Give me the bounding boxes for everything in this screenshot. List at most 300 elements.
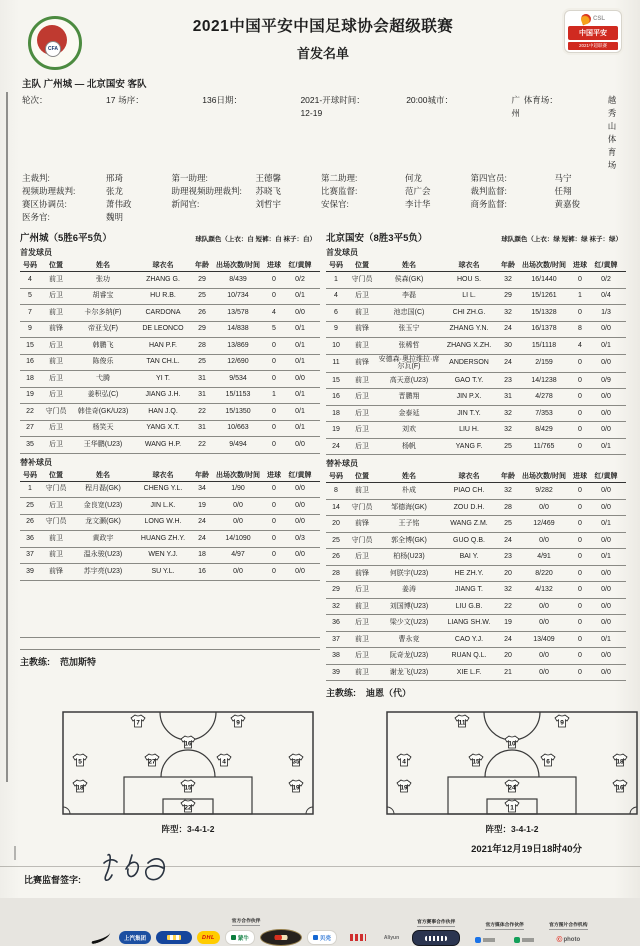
column-header: 位置 [49,471,63,479]
match-info [0,92,640,224]
player-cards: 0/0 [601,409,611,417]
player-age: 32 [504,586,512,594]
player-goals: 0 [578,602,582,610]
table-row [326,533,626,550]
column-header: 年龄 [195,262,209,269]
player-name: 弋腾 [96,374,110,382]
player-name: 池忠国(C) [393,308,425,316]
home-coach-line [20,655,320,668]
away-subs-header [326,471,626,483]
player-age: 25 [198,292,206,300]
player-goals: 0 [272,485,276,493]
info-value: 2021-12-19 [300,95,323,118]
player-cards: 0/1 [295,325,305,333]
table-row [326,422,626,439]
player-goals: 0 [578,487,582,495]
player-number: 1 [28,485,32,493]
player-shirt-icon [612,753,628,767]
info-label: 主裁判: [22,173,50,183]
svg-text:22: 22 [184,804,192,812]
defender-row [72,779,304,793]
player-number: 16 [26,358,34,366]
player-shirt-name: XIE L.F. [456,668,482,676]
csl-season-text: 2021中超联赛 [568,42,618,50]
player-position: 后卫 [355,619,369,627]
sponsor-logos [552,933,586,946]
info-label: 轮次： [22,95,48,105]
player-position: 后卫 [355,652,369,660]
player-age: 22 [198,407,206,415]
player-number: 18 [26,374,34,382]
player-cards: 0/2 [295,275,305,283]
table-row [326,648,626,665]
info-value: 黄嘉俊 [554,199,581,209]
player-goals: 0 [272,407,276,415]
player-age: 32 [504,308,512,316]
player-apps: 8/429 [535,426,553,434]
player-age: 34 [198,485,206,493]
player-goals: 0 [578,442,582,450]
player-number: 4 [334,292,338,300]
info-pair [172,198,322,211]
player-goals: 0 [272,567,276,575]
player-age: 16 [198,567,206,575]
player-shirt-name: HOU S. [456,275,482,283]
player-position: 前卫 [355,602,369,610]
column-header: 号码 [23,262,37,269]
svg-text:4: 4 [222,758,226,766]
player-apps: 0/0 [539,536,549,544]
info-label: 赛区协调员: [22,199,67,209]
svg-text:9: 9 [236,719,240,727]
player-apps: 13/869 [227,341,249,349]
away-coach-line [326,686,626,699]
svg-text:16: 16 [616,784,624,792]
player-apps: 15/1261 [531,292,557,300]
player-cards: 0/0 [601,586,611,594]
player-cards: 0/0 [601,426,611,434]
sponsor-logo-icon [156,931,192,944]
player-age: 30 [504,341,512,349]
player-shirt-name: TAN CH.L. [146,358,180,366]
player-goals: 0 [578,635,582,643]
player-cards: 0/1 [295,391,305,399]
table-row [326,389,626,406]
player-age: 32 [504,275,512,283]
player-cards: 0/0 [601,487,611,495]
player-apps: 9/282 [535,487,553,495]
match-info-row [22,198,620,211]
player-apps: 16/1440 [531,275,557,283]
info-pair [22,172,172,185]
player-shirt-icon [554,714,570,728]
player-goals: 0 [272,358,276,366]
player-goals: 0 [578,393,582,401]
info-label: 第二助理: [321,173,358,183]
table-row [326,289,626,306]
sponsor-group [468,921,541,946]
sponsor-group-label: 官方合作伙伴 [231,919,261,925]
player-age: 25 [504,442,512,450]
player-age: 22 [198,440,206,448]
player-apps: 0/0 [233,518,243,526]
player-shirt-name: JIN P.X. [456,393,482,401]
player-name: 帝亚戈(F) [88,325,118,333]
player-number: 35 [26,440,34,448]
info-value: 萧伟政 [106,199,132,209]
player-name: 卡尔多纳(F) [84,308,122,316]
player-shirt-name: HU R.B. [150,292,176,300]
player-apps: 0/0 [233,501,243,509]
player-shirt-name: LONG W.H. [144,518,182,526]
info-label: 体育场： [523,95,558,105]
player-apps: 4/97 [231,551,245,559]
player-position: 后卫 [355,292,369,300]
column-header: 球衣名 [458,473,480,481]
player-number: 14 [332,503,340,511]
player-cards: 0/0 [601,503,611,511]
table-row [326,549,626,566]
csl-text: CSL [593,16,605,22]
player-apps: 13/578 [227,308,249,316]
teams-line: 主队 广州城 — 北京国安 客队 [22,79,147,90]
sponsor-logo-text: © photo [563,936,581,943]
table-row [20,338,320,355]
csl-league-badge-icon [564,10,622,53]
player-apps: 15/1118 [531,341,557,349]
player-shirt-icon [72,753,88,767]
table-row [326,305,626,322]
player-shirt-name: HAN J.Q. [148,407,178,415]
info-value: 越秀山体育场 [607,95,617,170]
player-cards: 0/1 [295,407,305,415]
table-row [20,355,320,372]
player-position: 守门员 [45,407,67,415]
player-age: 20 [504,652,512,660]
away-team-name: 北京国安（8胜3平5负） [326,233,428,244]
table-row [326,566,626,583]
player-number: 4 [28,275,32,283]
player-goals: 0 [578,275,582,283]
sponsor-group [88,917,404,946]
table-row [20,498,320,515]
svg-text:4: 4 [402,758,406,766]
column-header: 年龄 [501,473,515,481]
info-pair [22,94,118,172]
info-label: 视频助理裁判: [22,186,76,196]
coach-label: 主教练: [326,688,356,699]
table-row [20,482,320,499]
sponsor-strip [0,917,640,946]
player-name: 黄政宇 [92,534,114,542]
player-apps: 7/353 [535,409,553,417]
player-number: 32 [332,602,340,610]
player-apps: 16/1378 [531,325,557,333]
player-apps: 0/0 [233,567,243,575]
column-header: 进球 [267,262,281,269]
player-goals: 0 [578,619,582,627]
table-row [20,515,320,532]
player-name: 张玉宁 [398,325,420,333]
player-age: 29 [198,325,206,333]
column-header: 红/黄牌 [594,262,618,269]
player-name: 晋鹏翔 [398,393,420,401]
home-starters-label: 首发球员 [20,248,52,257]
scan-artifact [6,92,8,782]
player-shirt-icon [180,799,196,813]
info-pair [22,211,172,224]
player-goals: 0 [272,275,276,283]
player-goals: 4 [578,341,582,349]
player-name: 陈俊乐 [92,358,114,366]
sponsor-logo-icon [507,933,541,946]
info-value: 20:00 [406,95,428,105]
home-starters-header [20,260,320,272]
info-value: 广州 [511,95,520,118]
info-value: 李计华 [405,199,431,209]
sponsor-logos [468,933,541,946]
player-name: 王华鹏(U23) [83,440,123,448]
column-header: 号码 [23,471,37,479]
table-row [326,355,626,373]
player-shirt-name: CHENG Y.L. [143,485,183,493]
player-position: 后卫 [355,409,369,417]
column-header: 姓名 [96,262,110,269]
player-apps: 15/1153 [225,391,251,399]
player-age: 18 [198,551,206,559]
player-cards: 0/0 [295,551,305,559]
away-starters-table [326,272,626,455]
svg-text:15: 15 [184,784,192,792]
player-position: 前卫 [49,358,63,366]
info-label: 场序： [118,95,144,105]
player-goals: 0 [578,553,582,561]
player-name: 侯森(GK) [394,275,424,283]
info-pair [322,94,427,172]
player-shirt-icon [468,753,484,767]
player-number: 25 [332,536,340,544]
empty-rows [20,626,320,650]
column-header: 号码 [329,473,343,481]
home-subs-table [20,482,320,581]
column-header: 进球 [573,473,587,481]
player-shirt-name: BAI Y. [459,553,479,561]
forward-row [130,714,246,728]
player-number: 9 [28,325,32,333]
player-goals: 0 [578,520,582,528]
sponsor-logos [412,930,460,946]
player-shirt-icon [396,753,412,767]
player-position: 后卫 [49,501,63,509]
column-header: 年龄 [195,471,209,479]
player-age: 31 [198,391,206,399]
player-goals: 0 [272,501,276,509]
info-pair [471,172,621,185]
info-label: 第一助理: [171,173,208,183]
player-goals: 1 [578,292,582,300]
player-cards: 0/0 [295,374,305,382]
player-apps: 15/1328 [531,308,557,316]
player-name: 张稀哲 [398,341,420,349]
info-pair [22,198,172,211]
column-header: 姓名 [402,473,416,481]
player-position: 后卫 [49,374,63,382]
player-number: 39 [332,668,340,676]
info-pair [427,94,523,172]
player-shirt-icon [612,779,628,793]
player-number: 37 [332,635,340,643]
player-position: 前卫 [355,668,369,676]
player-shirt-name: HUANG ZH.Y. [140,534,186,542]
player-age: 24 [504,325,512,333]
player-cards: 0/3 [295,534,305,542]
home-subs-label: 替补球员 [20,457,52,467]
column-header: 位置 [49,262,63,269]
player-number: 18 [332,409,340,417]
column-header: 出场次数/时间 [216,471,260,479]
player-number: 15 [332,376,340,384]
table-row [326,338,626,355]
player-shirt-icon [504,735,520,749]
home-team-name: 广州城（5胜6平5负） [20,233,112,244]
info-value: 邢琦 [106,173,124,183]
player-cards: 0/0 [295,501,305,509]
table-row [20,371,320,388]
player-shirt-icon [540,753,556,767]
svg-text:18: 18 [76,784,84,792]
column-header: 球衣名 [152,471,174,479]
away-team-colors: 球队颜色（上衣：绿 短裤：绿 袜子：绿） [501,236,622,243]
info-value: 何龙 [405,173,423,183]
player-number: 19 [332,426,340,434]
player-position: 前卫 [49,308,63,316]
player-position: 前锋 [49,325,63,333]
table-row [326,582,626,599]
player-cards: 0/0 [601,569,611,577]
player-name: 安德森·奥拉维拉·席尔瓦(F) [378,355,440,371]
defender-row [396,779,628,793]
player-shirt-name: SU Y.L. [151,567,175,575]
player-number: 19 [26,391,34,399]
player-goals: 0 [272,341,276,349]
sponsor-logo-icon [197,931,220,944]
player-number: 24 [332,442,340,450]
player-name: 邹德海(GK) [391,503,427,511]
info-pair [321,185,471,198]
player-cards: 1/3 [601,308,611,316]
sponsor-group-label: 官方媒体合作伙伴 [485,923,524,929]
player-shirt-icon [504,779,520,793]
player-goals: 0 [578,586,582,594]
csl-sponsor-text: 中国平安 [568,26,618,40]
info-pair [321,198,471,211]
info-value: 任翔 [554,186,572,196]
svg-text:27: 27 [148,758,156,766]
away-coach-name: 迪恩（代） [366,688,412,699]
player-name: 阮奇龙(U23) [389,652,429,660]
info-value: 苏晓飞 [255,186,282,196]
sponsor-logos [88,929,404,946]
player-cards: 0/0 [601,619,611,627]
player-position: 前锋 [355,569,369,577]
match-info-row [22,185,620,198]
table-row [20,531,320,548]
player-name: 龙文灏(GK) [85,518,121,526]
svg-text:19: 19 [400,784,408,792]
table-row [326,516,626,533]
player-cards: 0/1 [295,358,305,366]
info-pair [471,185,621,198]
svg-text:35: 35 [292,758,300,766]
info-pair [118,94,216,172]
sponsor-logo-icon [379,931,404,944]
player-goals: 0 [272,440,276,448]
player-number: 7 [28,308,32,316]
player-number: 28 [332,569,340,577]
player-apps: 0/0 [539,652,549,660]
player-goals: 0 [578,308,582,316]
player-age: 20 [504,569,512,577]
info-pair [524,94,620,172]
player-name: 张功 [96,275,110,283]
svg-text:19: 19 [292,784,300,792]
player-age: 25 [504,520,512,528]
player-age: 22 [504,602,512,610]
player-name: 程月磊(GK) [85,485,121,493]
info-label: 助理视频助理裁判: [171,186,242,196]
player-age: 21 [504,668,512,676]
player-position: 后卫 [49,341,63,349]
player-age: 24 [504,635,512,643]
info-label: 裁判监督: [470,186,507,196]
player-age: 24 [198,534,206,542]
cfa-logo-icon [28,16,82,70]
table-row [326,373,626,390]
svg-text:7: 7 [136,719,140,727]
sponsor-logo-text: Aliyun [383,934,400,941]
table-row [20,437,320,454]
table-row [20,305,320,322]
player-position: 前锋 [49,567,63,575]
player-number: 8 [334,487,338,495]
player-number: 5 [28,292,32,300]
player-cards: 0/1 [601,635,611,643]
player-number: 15 [26,341,34,349]
player-number: 6 [334,308,338,316]
player-shirt-name: ANDERSON [449,359,489,367]
player-position: 前卫 [49,551,63,559]
player-shirt-name: JIN L.K. [150,501,176,509]
player-number: 9 [334,325,338,333]
info-pair [172,185,322,198]
player-shirt-name: ZHANG G. [146,275,180,283]
player-position: 后卫 [49,391,63,399]
player-cards: 0/0 [295,518,305,526]
player-age: 29 [504,292,512,300]
player-goals: 5 [272,325,276,333]
player-position: 后卫 [355,586,369,594]
player-shirt-name: LIANG SH.W. [447,619,491,627]
player-name: 胡睿宝 [92,292,114,300]
info-value: 魏明 [106,212,124,222]
sponsor-group-label: 官方图片合作机构 [549,923,588,929]
player-position: 后卫 [355,393,369,401]
player-goals: 0 [578,652,582,660]
column-header: 进球 [267,471,281,479]
player-number: 20 [332,520,340,528]
svg-text:18: 18 [616,758,624,766]
svg-text:5: 5 [78,758,82,766]
